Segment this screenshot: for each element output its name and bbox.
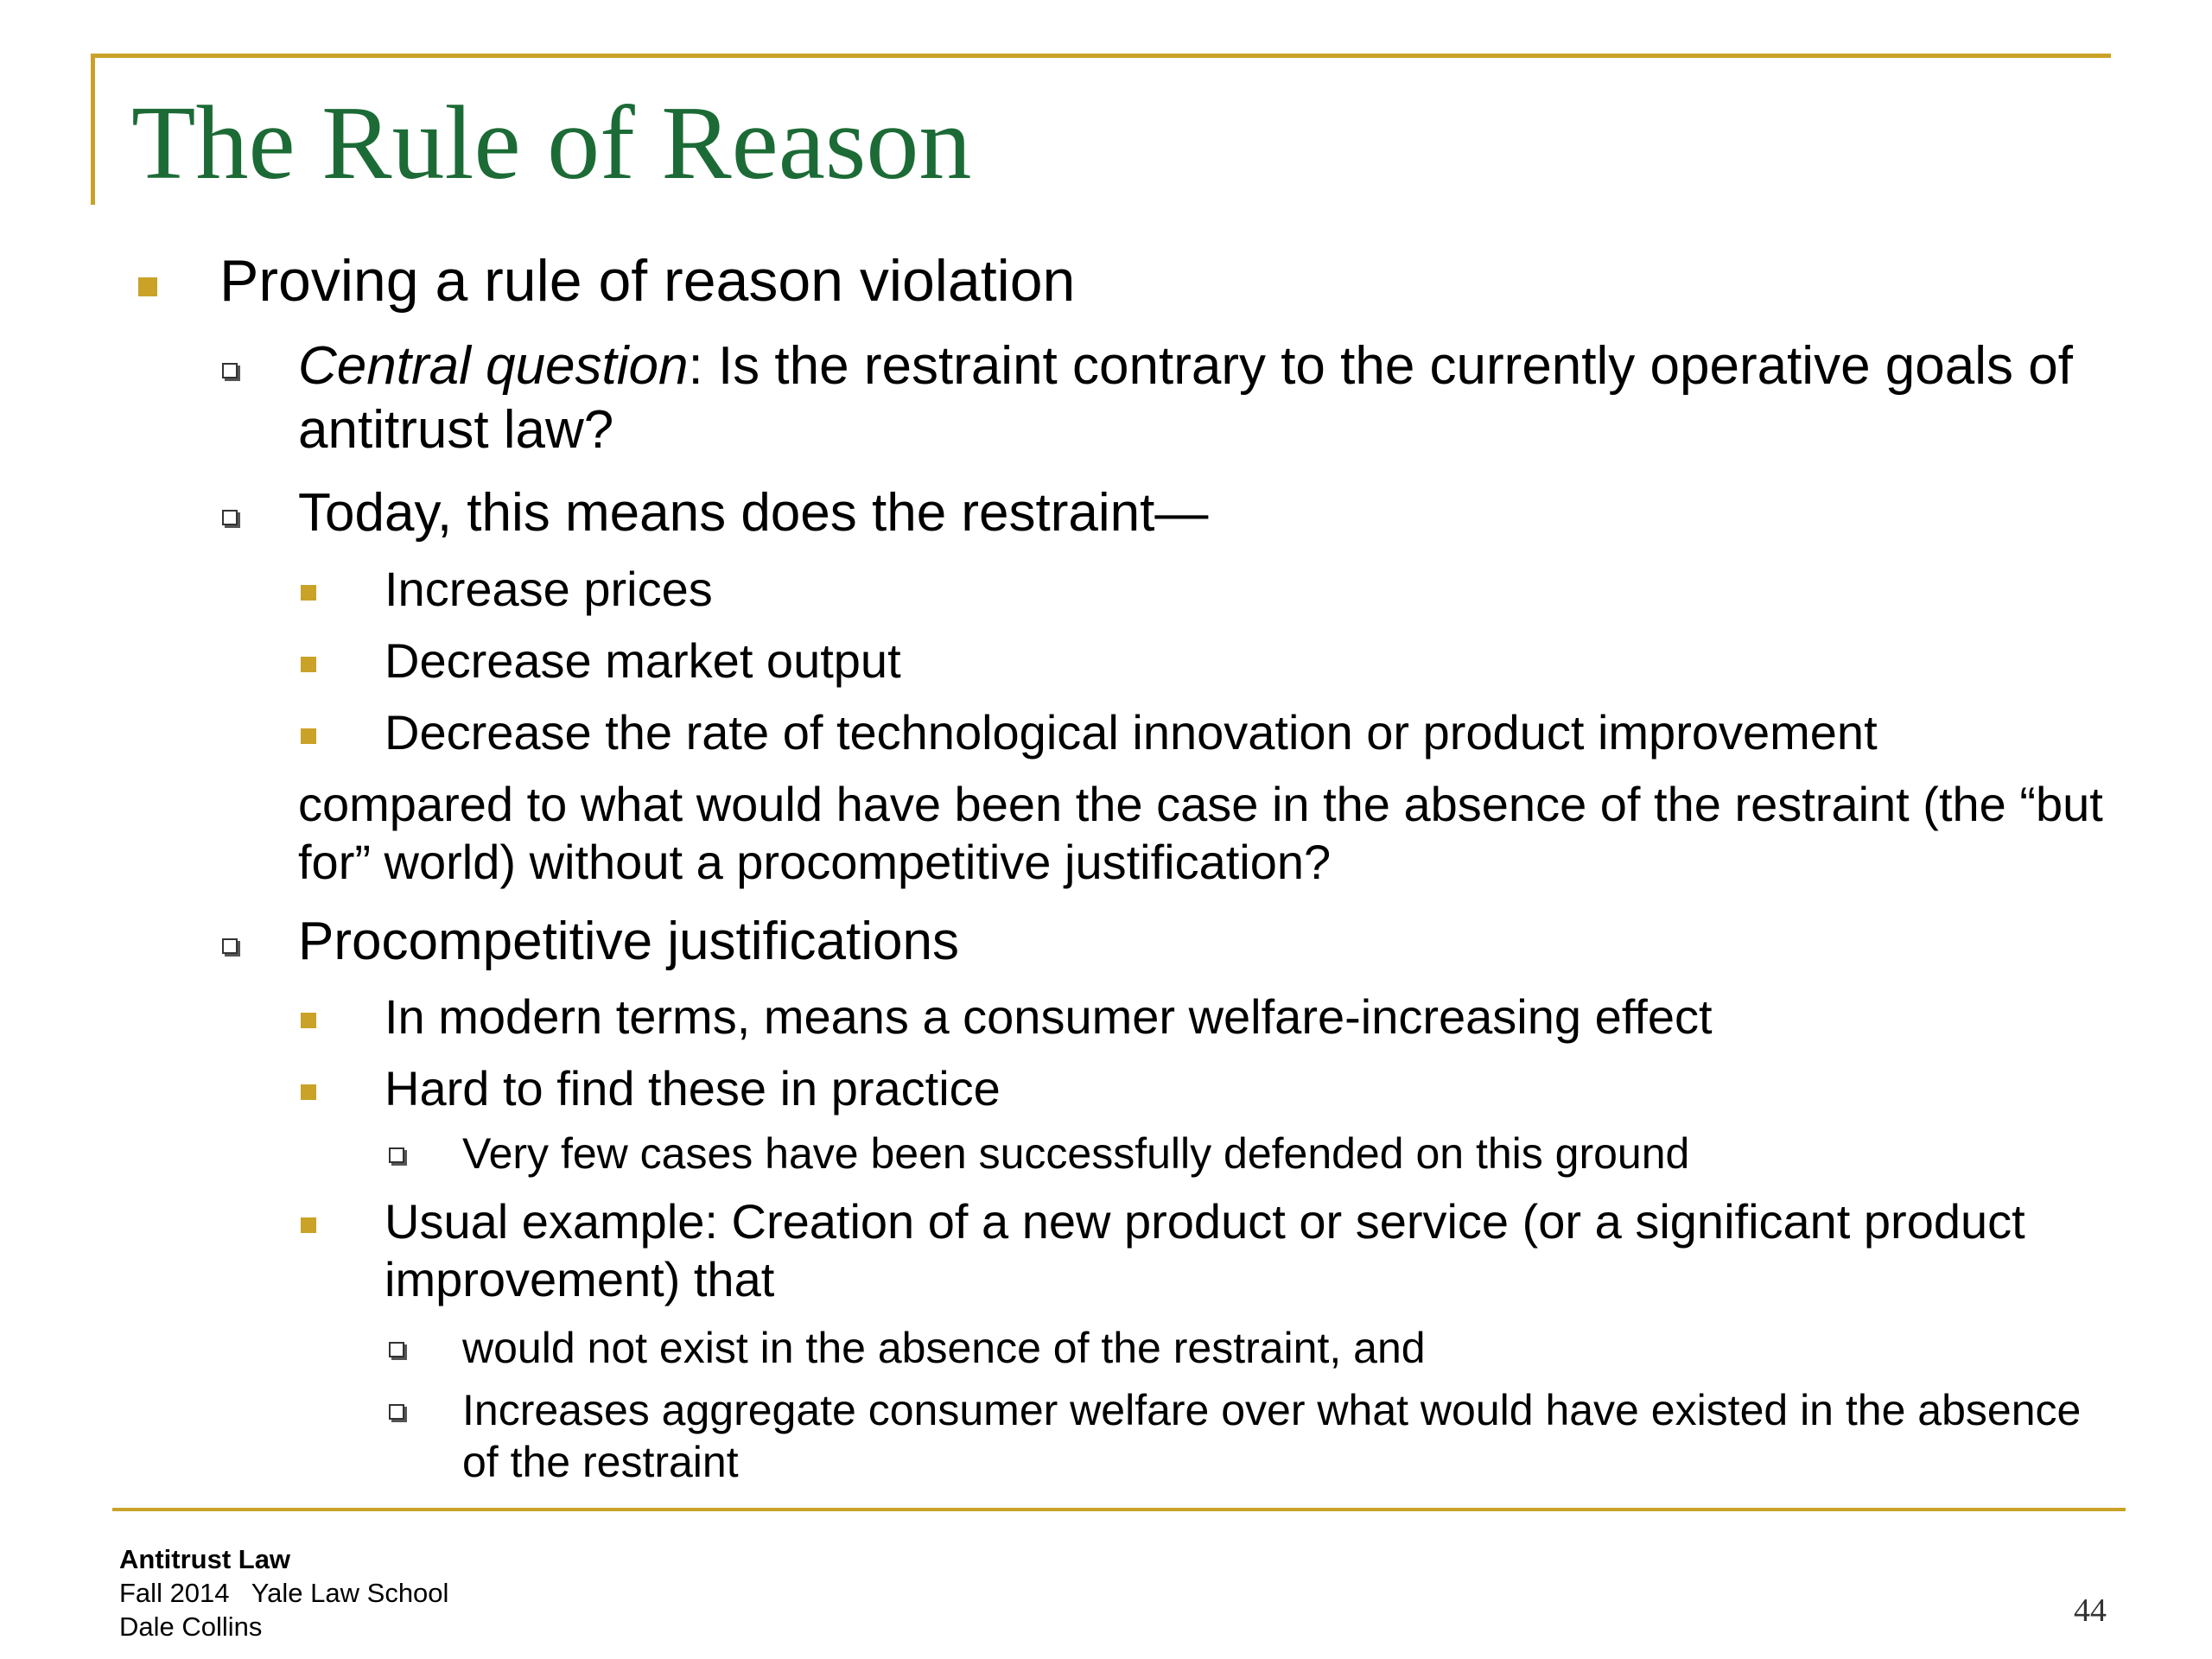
filled-square-bullet-icon — [301, 728, 316, 744]
bullet-level4: would not exist in the absence of the restraint, and — [462, 1324, 1426, 1372]
hollow-square-bullet-icon — [222, 510, 238, 525]
footer-course: Antitrust Law — [119, 1544, 291, 1574]
bullet-level4: Increases aggregate consumer welfare over what would have existed in the absence of the restraint — [462, 1386, 2082, 1486]
filled-square-bullet-icon — [301, 1217, 316, 1233]
bullet-level3: Decrease market output — [385, 633, 901, 688]
filled-square-bullet-icon — [301, 657, 316, 672]
footer-divider — [112, 1508, 2126, 1511]
filled-square-bullet-icon — [301, 1084, 316, 1100]
bullet-level2-today: Today, this means does the restraint— — [298, 483, 1209, 543]
filled-square-bullet-icon — [301, 585, 316, 601]
page-number: 44 — [2074, 1592, 2107, 1629]
bullet-level2-procompetitive: Procompetitive justifications — [298, 912, 959, 971]
bullet-level4: Very few cases have been successfully defended on this ground — [462, 1129, 1690, 1178]
footer — [119, 1543, 448, 1643]
bullet-level2-central-question — [298, 334, 2104, 463]
filled-square-bullet-icon — [301, 1013, 316, 1028]
central-question-text: : Is the restraint contrary to the currently operative goals of antitrust law? — [298, 336, 2073, 461]
hollow-square-bullet-icon — [222, 938, 238, 954]
bullet-level3: Hard to find these in practice — [385, 1061, 1001, 1116]
hollow-square-bullet-icon — [222, 363, 238, 378]
filled-square-bullet-icon — [138, 277, 157, 296]
bullet-level3: Increase prices — [385, 562, 713, 616]
footer-term-school: Fall 2014 Yale Law School — [119, 1577, 449, 1608]
title-frame-top-rule — [91, 54, 2111, 58]
bullet-level3: Decrease the rate of technological innovation or product improvement — [385, 705, 1878, 760]
slide-title: The Rule of Reason — [131, 85, 972, 201]
hollow-square-bullet-icon — [389, 1404, 404, 1420]
bullet-level1: Proving a rule of reason violation — [219, 248, 1076, 314]
bullet-level3: In modern terms, means a consumer welfare-increasing effect — [385, 989, 1713, 1044]
hollow-square-bullet-icon — [389, 1147, 404, 1163]
hollow-square-bullet-icon — [389, 1342, 404, 1357]
continuation-paragraph: compared to what would have been the case in the absence of the restraint (the “but for” world) without a procompetitive justification? — [298, 777, 2103, 890]
bullet-level3: Usual example: Creation of a new product or service (or a significant product improvement) that — [385, 1194, 2025, 1307]
title-frame-left-rule — [91, 54, 95, 205]
footer-instructor: Dale Collins — [119, 1611, 263, 1642]
central-question-label: Central question — [298, 336, 689, 396]
